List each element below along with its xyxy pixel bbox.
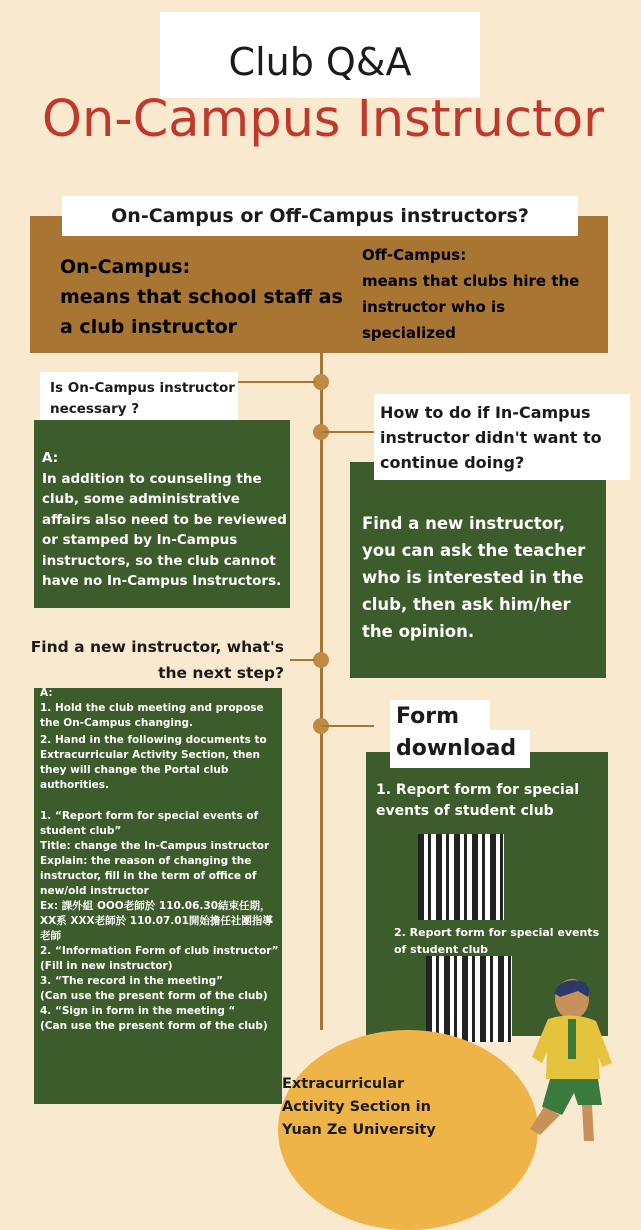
q3-doc1-title: 1. “Report form for special events of student club” — [40, 810, 259, 837]
form-item-1: 1. Report form for special events of student club — [376, 782, 580, 819]
timeline-line — [320, 352, 323, 1030]
q3-doc1-line2: Title: change the In-Campus instructor — [40, 840, 270, 852]
q3-answer — [40, 686, 282, 1034]
form-download-title-2: download — [390, 730, 530, 768]
q1-answer-text: In addition to counseling the club, some administrative affairs also need to be reviewed or stamped by In-Campus instructors, so the club cannot have no In-Campus Instructors. — [42, 470, 287, 589]
timeline-connector — [322, 725, 374, 727]
q3-doc3-line2: (Can use the present form of the club) — [40, 990, 268, 1002]
form-item-2: 2. Report form for special events of student club — [394, 926, 600, 956]
on-campus-heading: On-Campus: — [60, 256, 191, 278]
main-question: On-Campus or Off-Campus instructors? — [111, 205, 529, 227]
student-figure-icon — [520, 975, 630, 1150]
footer-line-2: Activity Section in — [282, 1099, 431, 1115]
q3-answer-label: A: — [40, 687, 53, 699]
q2-answer: Find a new instructor, you can ask the teacher who is interested in the club, then ask him/her the opinion. — [362, 514, 586, 641]
subtitle: Club Q&A — [228, 40, 412, 84]
subtitle-card — [160, 12, 480, 98]
off-campus-body: means that clubs hire the instructor who is specialized — [362, 272, 580, 342]
q3-doc4-title: 4. “Sign in form in the meeting “ — [40, 1005, 236, 1017]
on-campus-definition — [60, 252, 360, 342]
timeline-connector — [238, 381, 316, 383]
q1-answer — [42, 448, 288, 592]
qr-code-icon[interactable] — [418, 834, 504, 920]
q3-doc3-title: 3. “The record in the meeting” — [40, 975, 224, 987]
q3-question: Find a new instructor, what's the next step? — [0, 632, 290, 688]
q1-answer-label: A: — [42, 450, 59, 466]
footer-text — [282, 1073, 532, 1142]
q3-doc2-title: 2. “Information Form of club instructor” — [40, 945, 279, 957]
on-campus-body: means that school staff as a club instructor — [60, 286, 343, 338]
q2-question: How to do if In-Campus instructor didn't want to continue doing? — [374, 394, 630, 480]
off-campus-definition — [362, 242, 602, 346]
q3-doc1-line3: Explain: the reason of changing the instructor, fill in the term of office of new/old instructor — [40, 855, 257, 897]
timeline-connector — [322, 431, 378, 433]
footer-line-3: Yuan Ze University — [282, 1122, 436, 1138]
page-title: On-Campus Instructor — [41, 90, 605, 149]
timeline-dot — [313, 652, 329, 668]
q3-doc1-line4: Ex: 課外組 OOO老師於 110.06.30結束任期，XX系 XXX老師於 110.07.01開始擔任社團指導老師 — [40, 900, 273, 942]
footer-line-1: Extracurricular — [282, 1076, 405, 1092]
form-download-title-1: Form — [390, 700, 490, 734]
q3-step-1: 1. Hold the club meeting and propose the On-Campus changing. — [40, 702, 264, 729]
q3-step-2: 2. Hand in the following documents to Extracurricular Activity Section, then they will change the Portal club authorities. — [40, 734, 267, 791]
q3-doc4-line2: (Can use the present form of the club) — [40, 1020, 268, 1032]
main-question-card — [62, 196, 578, 236]
q3-doc2-line2: (Fill in new instructor) — [40, 960, 173, 972]
q1-question: Is On-Campus instructor necessary ? — [40, 372, 238, 420]
qr-code-icon[interactable] — [426, 956, 512, 1042]
off-campus-heading: Off-Campus: — [362, 246, 467, 264]
